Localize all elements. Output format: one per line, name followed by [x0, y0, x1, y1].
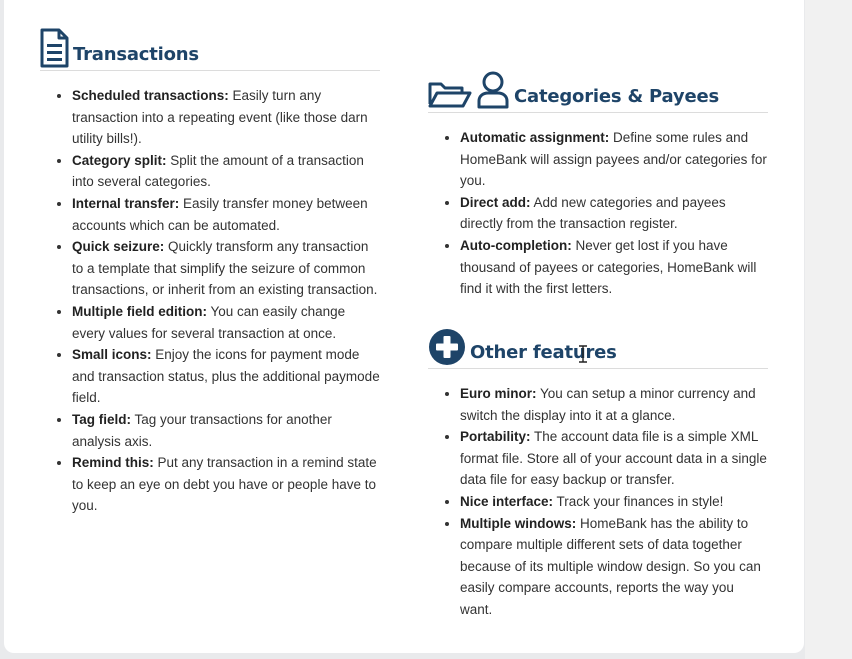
list-item: • Multiple windows: HomeBank has the ability to compare multiple different sets of data together because of its multiple window design. So you can easily compare accounts, reports the way you want. — [460, 513, 768, 621]
list-item: • Internal transfer: Easily transfer money between accounts which can be automated. — [72, 193, 380, 236]
transactions-title: Transactions — [73, 44, 199, 65]
list-item: • Direct add: Add new categories and payees directly from the transaction register. — [460, 192, 768, 235]
list-item: • Multiple field edition: You can easily change every values for several transaction at once. — [72, 301, 380, 344]
list-item: • Category split: Split the amount of a transaction into several categories. — [72, 150, 380, 193]
list-item: • Auto-completion: Never get lost if you have thousand of payees or categories, HomeBank will find it with the first letters. — [460, 235, 768, 300]
user-icon — [476, 70, 510, 110]
list-item: • Nice interface: Track your finances in style! — [460, 491, 768, 513]
folder-open-icon — [428, 76, 472, 110]
categories-list — [428, 127, 768, 300]
list-item: • Automatic assignment: Define some rules and HomeBank will assign payees and/or categories for you. — [460, 127, 768, 192]
categories-title: Categories & Payees — [514, 86, 719, 107]
categories-section — [428, 70, 768, 300]
other-features-heading — [428, 328, 768, 369]
list-item: • Tag field: Tag your transactions for another analysis axis. — [72, 409, 380, 452]
categories-heading — [428, 70, 768, 113]
list-item: • Portability: The account data file is a simple XML format file. Store all of your account data in a single data file for easy backup or transfer. — [460, 426, 768, 491]
list-item: • Euro minor: You can setup a minor currency and switch the display into it at a glance. — [460, 383, 768, 426]
transactions-section — [40, 28, 380, 517]
other-features-list — [428, 383, 768, 621]
right-margin-pane — [805, 0, 852, 659]
list-item: • Remind this: Put any transaction in a remind state to keep an eye on debt you have or people have to you. — [72, 452, 380, 517]
list-item: • Small icons: Enjoy the icons for payment mode and transaction status, plus the additional paymode field. — [72, 344, 380, 409]
list-item: • Scheduled transactions: Easily turn any transaction into a repeating event (like those darn utility bills!). — [72, 85, 380, 150]
transactions-list — [40, 85, 380, 517]
list-item: • Quick seizure: Quickly transform any transaction to a template that simplify the seizure of common transactions, or inherit from an existing transaction. — [72, 236, 380, 301]
text-cursor-icon — [578, 345, 588, 366]
other-features-section — [428, 328, 768, 621]
transactions-heading — [40, 28, 380, 71]
document-icon — [40, 28, 69, 68]
plus-circle-icon — [428, 328, 466, 366]
other-features-title: Other features — [470, 342, 617, 363]
